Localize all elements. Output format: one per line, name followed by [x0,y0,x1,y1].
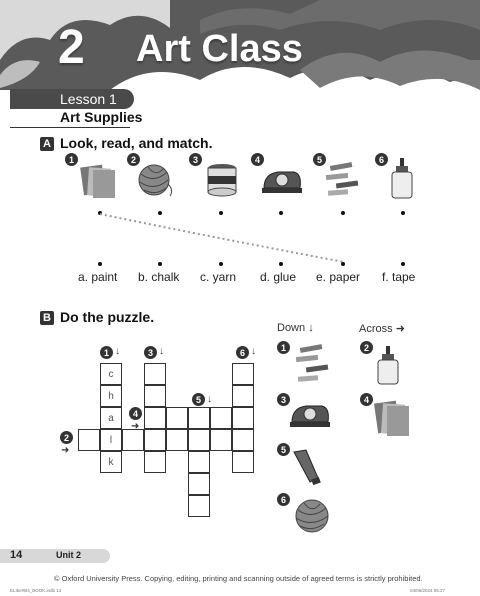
across-label: Across [359,323,393,335]
paper-icon [372,398,414,438]
puzzle-cell[interactable] [144,451,166,473]
clue-number: 2 [60,431,73,444]
puzzle-cell[interactable]: a [100,407,122,429]
page-number: 14 [10,549,23,561]
clue-number: 1 [277,341,290,354]
puzzle-cell[interactable] [166,429,188,451]
down-arrow-icon: ↓ [207,394,212,405]
puzzle-cell[interactable] [78,429,100,451]
lesson-subtitle: Art Supplies [60,109,143,125]
match-dot[interactable] [341,262,345,266]
puzzle-cell[interactable] [144,429,166,451]
section-a-badge: A [40,137,54,151]
unit-label: Unit 2 [56,550,82,560]
down-header [277,322,314,334]
clue-number: 1 [100,346,113,359]
clue-number: 3 [144,346,157,359]
section-b-title: Do the puzzle. [60,309,155,325]
puzzle-cell[interactable] [122,429,144,451]
right-arrow-icon: ➜ [61,445,70,456]
puzzle-cell[interactable] [232,429,254,451]
paint-tube-icon [290,448,326,488]
puzzle-cell[interactable] [210,429,232,451]
down-arrow-icon: ↓ [159,346,164,357]
match-dot[interactable] [401,211,405,215]
down-label: Down [277,322,306,334]
glue-bottle-icon [388,156,416,200]
tape-dispenser-icon [288,400,332,430]
picture-number: 5 [313,153,326,166]
glue-bottle-icon [374,344,402,386]
tape-dispenser-icon [260,166,304,196]
puzzle-cell[interactable] [232,363,254,385]
match-dot[interactable] [279,262,283,266]
puzzle-cell[interactable] [232,407,254,429]
puzzle-cell[interactable] [188,473,210,495]
down-arrow-icon: ↓ [308,322,314,334]
unit-title: Art Class [136,28,303,70]
paint-can-icon [204,160,240,200]
picture-number: 6 [375,153,388,166]
unit-number: 2 [58,21,85,74]
puzzle-cell[interactable] [188,495,210,517]
yarn-icon [292,496,332,536]
word-option: e. paper [316,270,361,284]
right-arrow-icon: ➜ [395,323,405,335]
match-dot[interactable] [401,262,405,266]
clue-number: 3 [277,393,290,406]
print-file-info: ELIbe#B4_BOOK.indb 14 [10,588,62,593]
picture-number: 2 [127,153,140,166]
word-option: d. glue [260,270,297,284]
puzzle-cell[interactable]: k [100,451,122,473]
puzzle-cell[interactable] [232,385,254,407]
puzzle-cell[interactable] [144,385,166,407]
puzzle-cell[interactable]: c [100,363,122,385]
puzzle-cell[interactable] [188,429,210,451]
clue-number: 2 [360,341,373,354]
example-match-line [96,208,356,268]
puzzle-cell[interactable] [232,451,254,473]
picture-number: 1 [65,153,78,166]
puzzle-cell[interactable] [188,407,210,429]
clue-number: 5 [277,443,290,456]
down-arrow-icon: ↓ [251,346,256,357]
clue-number: 4 [129,407,142,420]
clue-number: 6 [277,493,290,506]
puzzle-cell[interactable] [210,407,232,429]
across-header [359,322,405,335]
puzzle-cell[interactable] [166,407,188,429]
word-option: b. chalk [138,270,180,284]
clue-number: 4 [360,393,373,406]
yarn-icon [136,160,176,200]
divider [10,127,130,128]
puzzle-cell[interactable] [188,451,210,473]
clue-number: 5 [192,393,205,406]
copyright-notice: © Oxford University Press. Copying, editing, printing and scanning outside of agreed terms is strictly prohibited. [54,574,423,583]
word-option: c. yarn [200,270,237,284]
lesson-label: Lesson 1 [60,91,117,107]
match-dot[interactable] [98,262,102,266]
paper-icon [78,162,120,200]
picture-number: 4 [251,153,264,166]
section-a-title: Look, read, and match. [60,135,213,151]
picture-number: 3 [189,153,202,166]
word-option: f. tape [382,270,416,284]
right-arrow-icon: ➜ [131,421,140,432]
puzzle-cell[interactable]: l [100,429,122,451]
chalk-icon [322,162,362,198]
puzzle-cell[interactable] [144,363,166,385]
print-date: 04/06/2024 05:27 [410,588,446,593]
puzzle-cell[interactable]: h [100,385,122,407]
chalk-icon [292,344,332,384]
clue-number: 6 [236,346,249,359]
down-arrow-icon: ↓ [115,346,120,357]
section-b-badge: B [40,311,54,325]
match-dot[interactable] [219,262,223,266]
puzzle-cell[interactable] [144,407,166,429]
word-option: a. paint [78,270,118,284]
match-dot[interactable] [158,262,162,266]
